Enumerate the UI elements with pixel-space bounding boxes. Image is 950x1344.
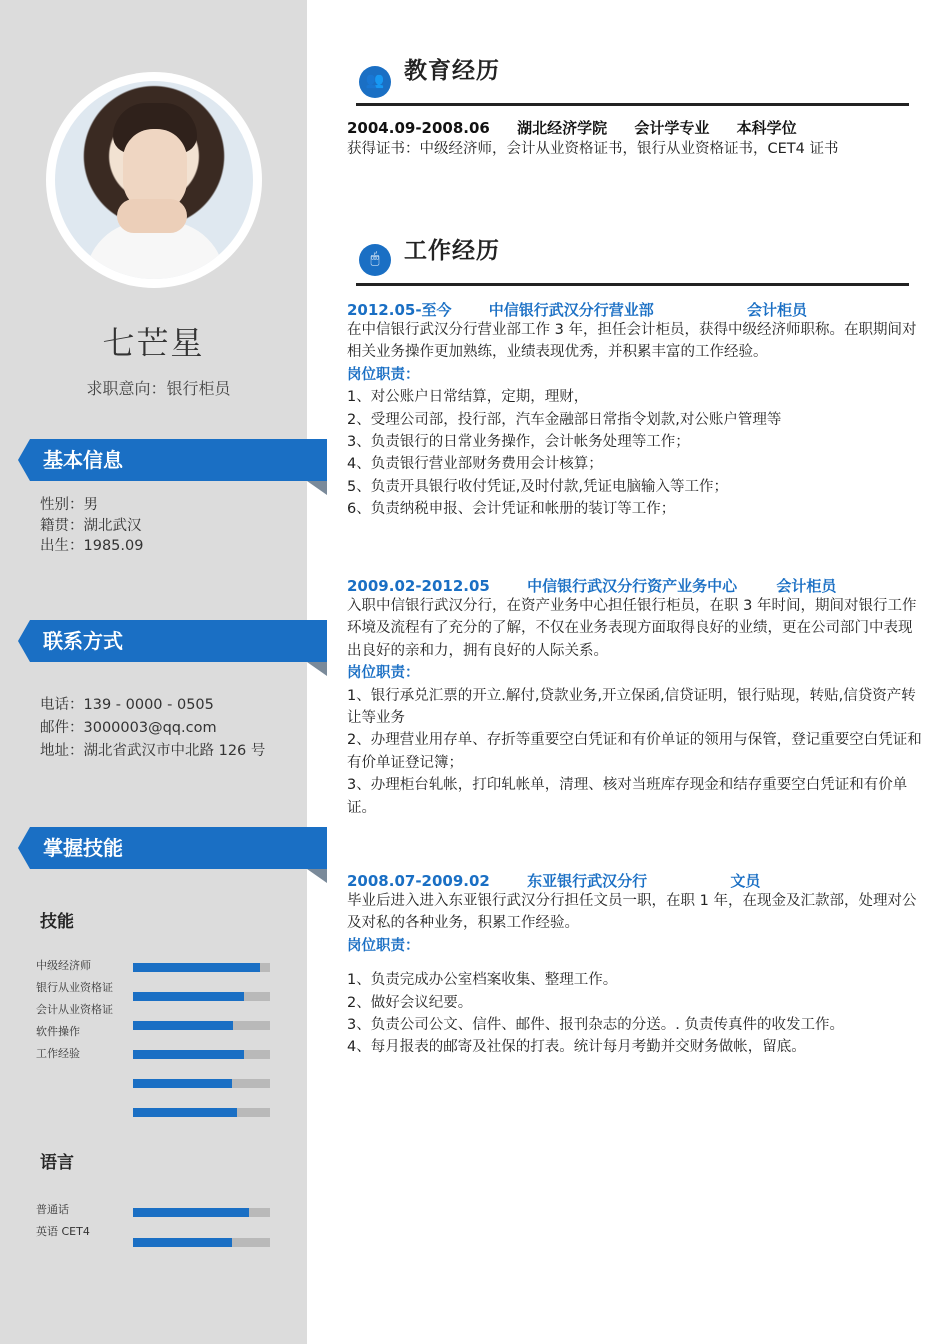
job-1-header (347, 299, 807, 320)
skill-bar (133, 963, 270, 972)
job-3-duty-3: 3、负责公司公文、信件、邮件、报刊杂志的分送。. 负责传真件的收发工作。 (347, 1017, 844, 1034)
language-label: 普通话 (36, 1203, 69, 1216)
contact-phone: 电话：139 - 0000 - 0505 (40, 697, 214, 713)
profile-photo (55, 81, 253, 279)
mouse-icon: 🖱 (359, 244, 391, 276)
job-1-period: 2012.05-至今 (347, 301, 452, 319)
job-objective: 求职意向：银行柜员 (86, 379, 231, 398)
job-3-summary: 毕业后进入进入东亚银行武汉分行担任文员一职，在职 1 年，在现金及汇款部，处理对公及对私的各种业务，积累工作经验。 (347, 893, 917, 932)
basic-info-title: 基本信息 (43, 448, 123, 472)
skills-title: 掌握技能 (43, 836, 123, 860)
job-1-summary: 在中信银行武汉分行营业部工作 3 年，担任会计柜员，获得中级经济师职称。在职期间对相关业务操作更加熟练，业绩表现优秀，并积累丰富的工作经验。 (347, 322, 917, 361)
language-label: 英语 CET4 (36, 1225, 90, 1238)
contact-title: 联系方式 (43, 629, 123, 653)
skill-bar-fill (133, 1079, 232, 1088)
job-2-duty-label: 岗位职责： (347, 665, 420, 682)
work-divider (356, 283, 909, 286)
contact-banner (30, 620, 327, 662)
skill-bar (133, 1021, 270, 1030)
education-divider (356, 103, 909, 106)
job-3-header (347, 870, 760, 891)
skill-bar-fill (133, 1108, 237, 1117)
job-2-duty-2: 2、办理营业用存单、存折等重要空白凭证和有价单证的领用与保管，登记重要空白凭证和有价单证登记簿； (347, 732, 922, 771)
education-row (347, 117, 819, 138)
job-1-duty-1: 1、对公账户日常结算，定期，理财， (347, 389, 589, 406)
skills-banner (30, 827, 327, 869)
skill-bar-fill (133, 992, 244, 1001)
job-3-duty-4: 4、每月报表的邮寄及社保的打表。统计每月考勤并交财务做帐，留底。 (347, 1039, 806, 1056)
skill-bar-fill (133, 963, 260, 972)
job-2-header (347, 575, 836, 596)
job-1-duty-label: 岗位职责： (347, 366, 420, 383)
skill-bar (133, 1108, 270, 1117)
job-3-duty-label: 岗位职责： (347, 937, 420, 954)
contact-address: 地址：湖北省武汉市中北路 126 号 (40, 743, 266, 759)
education-degree: 本科学位 (736, 119, 797, 137)
job-1-duty-6: 6、负责纳税申报、会计凭证和帐册的装订等工作； (347, 501, 676, 518)
job-2-duty-3: 3、办理柜台轧帐，打印轧帐单，清理、核对当班库存现金和结存重要空白凭证和有价单证。 (347, 777, 908, 816)
language-bar-fill (133, 1208, 249, 1217)
job-1-position: 会计柜员 (747, 301, 808, 319)
job-1-duty-2: 2、受理公司部，投行部，汽车金融部日常指令划款,对公账户管理等 (347, 411, 782, 428)
people-icon: 👥 (359, 66, 391, 98)
work-title: 工作经历 (404, 238, 500, 264)
candidate-name: 七芒星 (102, 324, 205, 362)
education-school: 湖北经济学院 (517, 119, 608, 137)
skill-label: 中级经济师 (36, 959, 91, 972)
skill-bar (133, 1079, 270, 1088)
skill-label: 工作经验 (36, 1047, 80, 1060)
job-2-summary: 入职中信银行武汉分行，在资产业务中心担任银行柜员，在职 3 年时间，期间对银行工作环境及流程有了充分的了解，不仅在业务表现方面取得良好的业绩，更在公司部门中表现出良好的亲和力，拥有良好的人际关系。 (347, 598, 917, 659)
job-3-duty-2: 2、做好会议纪要。 (347, 994, 473, 1011)
contact-email: 邮件：3000003@qq.com (40, 720, 217, 736)
skills-heading: 技能 (40, 912, 74, 932)
skill-label: 会计从业资格证 (36, 1003, 113, 1016)
job-3-body (347, 890, 925, 1059)
job-1-company: 中信银行武汉分行营业部 (488, 301, 654, 319)
language-bar (133, 1238, 270, 1247)
job-3-duty-1: 1、负责完成办公室档案收集、整理工作。 (347, 972, 618, 989)
language-heading: 语言 (40, 1153, 74, 1173)
job-1-body (347, 319, 925, 521)
education-period: 2004.09-2008.06 (347, 119, 490, 137)
job-2-period: 2009.02-2012.05 (347, 577, 490, 595)
job-2-duty-1: 1、银行承兑汇票的开立.解付,贷款业务,开立保函,信贷证明，银行贴现，转贴,信贷资产转让等业务 (347, 687, 916, 727)
education-certificates: 获得证书：中级经济师，会计从业资格证书，银行从业资格证书，CET4 证书 (347, 141, 839, 157)
job-3-position: 文员 (730, 872, 761, 890)
skill-label: 软件操作 (36, 1025, 80, 1038)
job-2-position: 会计柜员 (776, 577, 837, 595)
info-birth: 出生：1985.09 (40, 538, 144, 554)
job-1-duty-3: 3、负责银行的日常业务操作，会计帐务处理等工作； (347, 434, 690, 451)
job-2-body (347, 595, 925, 819)
skill-bar (133, 992, 270, 1001)
job-1-duty-4: 4、负责银行营业部财务费用会计核算； (347, 456, 603, 473)
skill-bar-fill (133, 1021, 233, 1030)
job-3-period: 2008.07-2009.02 (347, 872, 490, 890)
education-title: 教育经历 (404, 58, 500, 84)
skill-bar (133, 1050, 270, 1059)
language-bar (133, 1208, 270, 1217)
basic-info-banner (30, 439, 327, 481)
info-hometown: 籍贯：湖北武汉 (40, 518, 142, 534)
skill-label: 银行从业资格证 (36, 981, 113, 994)
info-gender: 性别：男 (40, 497, 98, 513)
education-major: 会计学专业 (634, 119, 710, 137)
job-2-company: 中信银行武汉分行资产业务中心 (527, 577, 738, 595)
skill-bar-fill (133, 1050, 244, 1059)
job-1-duty-5: 5、负责开具银行收付凭证,及时付款,凭证电脑输入等工作； (347, 478, 728, 495)
job-3-company: 东亚银行武汉分行 (527, 872, 648, 890)
language-bar-fill (133, 1238, 232, 1247)
